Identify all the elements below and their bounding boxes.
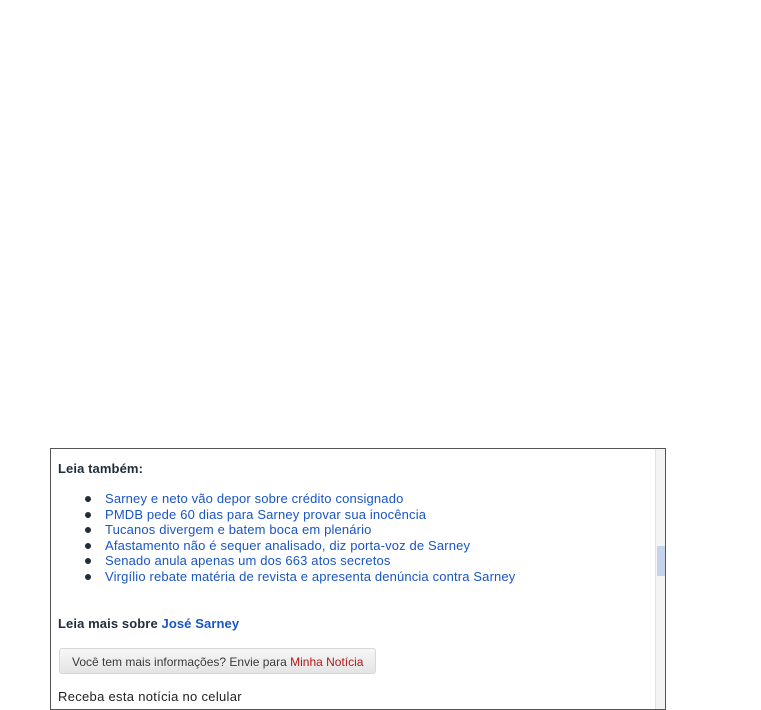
leia-tambem-heading: Leia também: bbox=[58, 461, 144, 476]
leia-mais-heading bbox=[58, 616, 239, 631]
mobile-subscribe-text[interactable]: Receba esta notícia no celular bbox=[58, 689, 242, 704]
bullet-icon bbox=[85, 574, 91, 580]
related-news-link[interactable]: Virgílio rebate matéria de revista e apresenta denúncia contra Sarney bbox=[105, 568, 516, 584]
bullet-icon bbox=[85, 527, 91, 533]
list-item bbox=[51, 522, 515, 538]
related-news-list bbox=[51, 491, 515, 585]
related-news-link[interactable]: Afastamento não é sequer analisado, diz porta-voz de Sarney bbox=[105, 537, 471, 553]
leia-mais-prefix: Leia mais sobre bbox=[58, 616, 162, 631]
minha-noticia-label: Minha Notícia bbox=[290, 655, 364, 669]
related-news-link[interactable]: Senado anula apenas um dos 663 atos secretos bbox=[105, 553, 391, 569]
bullet-icon bbox=[85, 558, 91, 564]
bullet-icon bbox=[85, 512, 91, 518]
topic-link-jose-sarney[interactable]: José Sarney bbox=[161, 616, 240, 631]
list-item bbox=[51, 538, 515, 554]
list-item bbox=[51, 553, 515, 569]
article-footer-content bbox=[51, 449, 655, 709]
related-news-link[interactable]: Sarney e neto vão depor sobre crédito consignado bbox=[105, 491, 404, 506]
related-news-link[interactable]: Tucanos divergem e batem boca em plenário bbox=[105, 522, 372, 538]
list-item bbox=[51, 569, 515, 585]
vertical-scrollbar[interactable] bbox=[655, 449, 665, 709]
related-news-link[interactable]: PMDB pede 60 dias para Sarney provar sua inocência bbox=[105, 506, 427, 522]
bullet-icon bbox=[85, 496, 91, 502]
send-info-button[interactable] bbox=[59, 648, 376, 674]
send-info-label: Você tem mais informações? Envie para bbox=[72, 655, 291, 669]
bullet-icon bbox=[85, 543, 91, 549]
article-footer-frame bbox=[50, 448, 666, 710]
list-item bbox=[51, 491, 515, 507]
scrollbar-thumb[interactable] bbox=[657, 546, 665, 576]
list-item bbox=[51, 507, 515, 523]
